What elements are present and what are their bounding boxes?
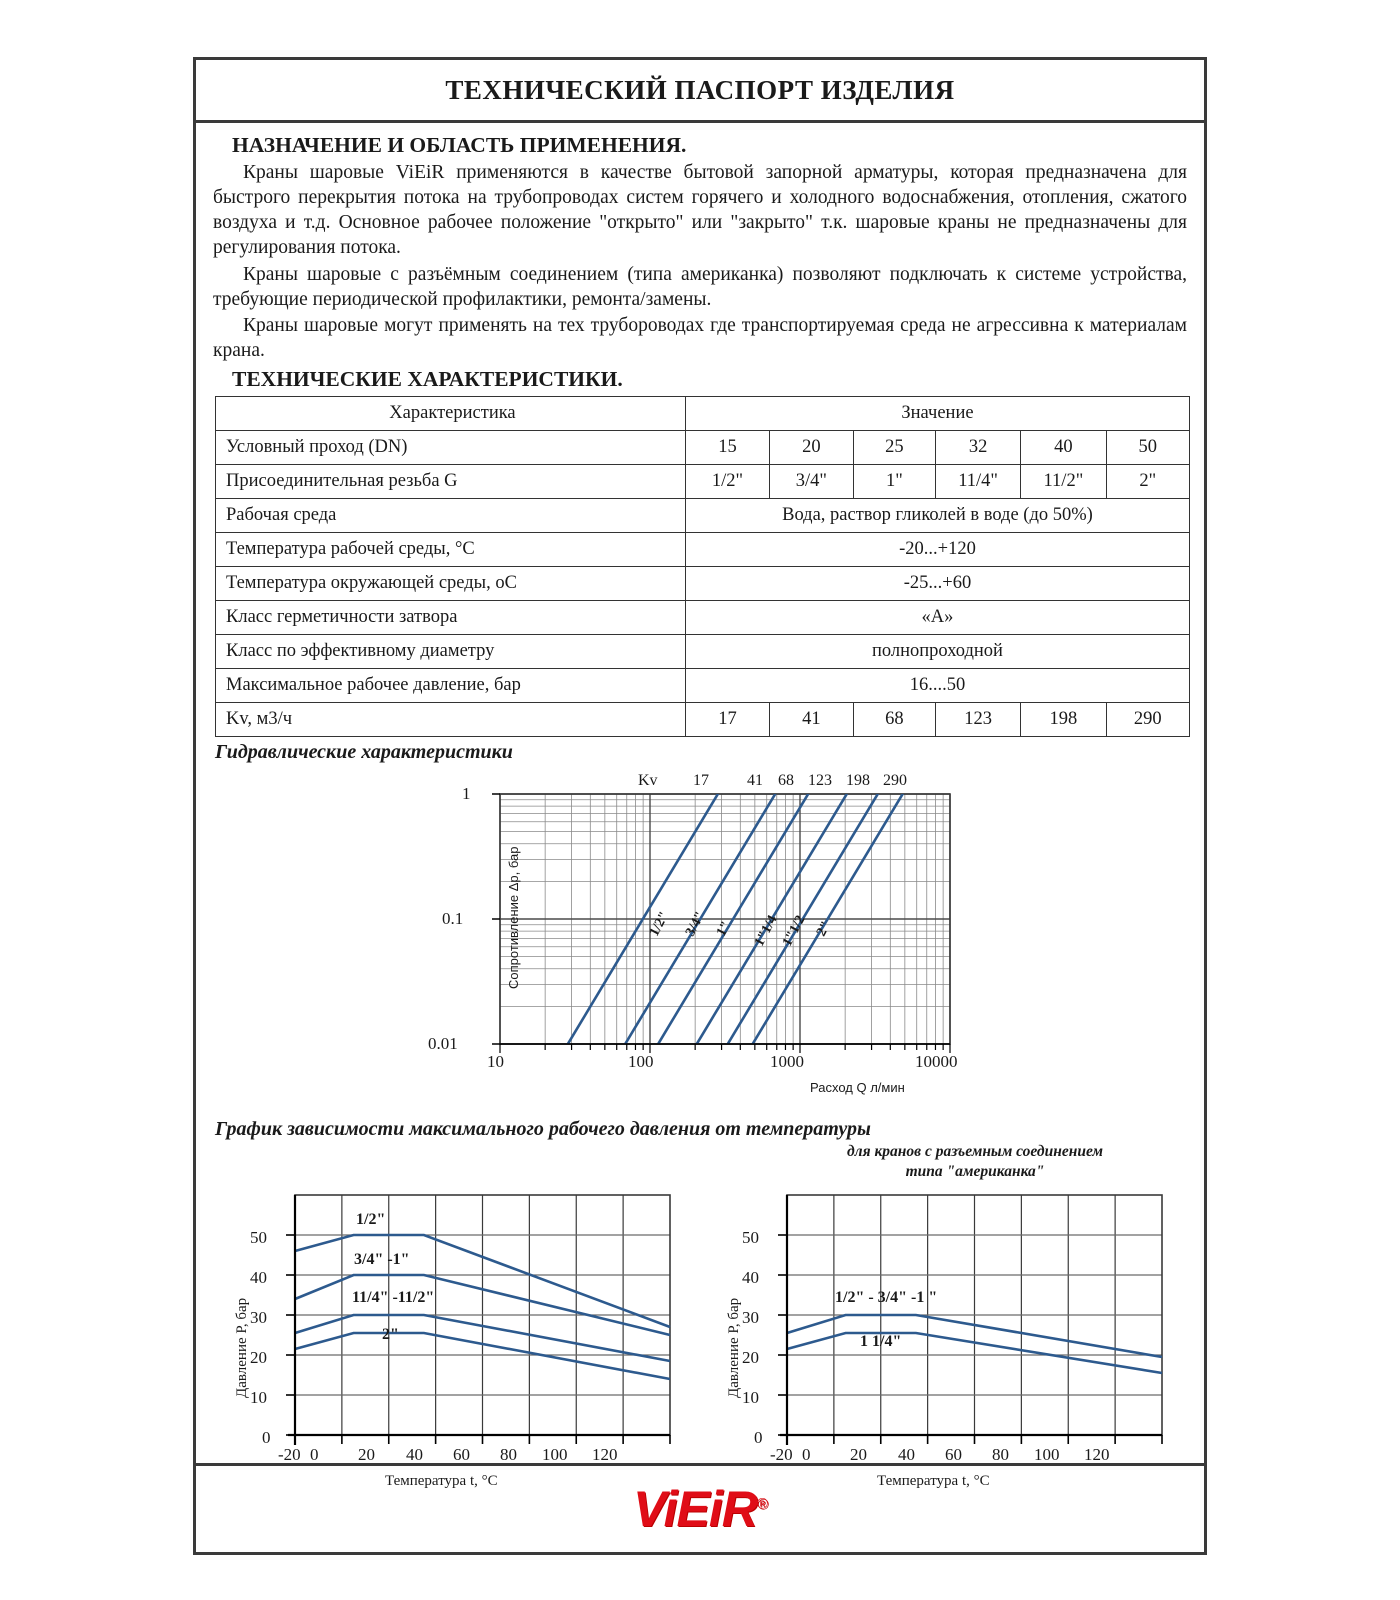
pam-ytick-50: 50 xyxy=(742,1228,759,1248)
table-cell-value: 17 xyxy=(685,703,769,737)
table-row xyxy=(216,533,1190,567)
table-cell-value: -20...+120 xyxy=(685,533,1189,567)
pressure-chart-subtitle-line1: для кранов с разъемным соединением xyxy=(846,1143,1104,1161)
hydraulic-kv-legend-title: Kv xyxy=(638,772,658,790)
pressure-chart-subtitle-line2: типа "американка" xyxy=(905,1163,1045,1181)
table-cell-label: Максимальное рабочее давление, бар xyxy=(216,669,686,703)
table-cell-label: Условный проход (DN) xyxy=(216,431,686,465)
pam-xtick--20: -20 xyxy=(770,1445,793,1465)
table-cell-label: Kv, м3/ч xyxy=(216,703,686,737)
table-cell-value: 2" xyxy=(1106,465,1190,499)
pam-xtick-100: 100 xyxy=(1034,1445,1060,1465)
pam-ytick-30: 30 xyxy=(742,1308,759,1328)
table-cell-value: 25 xyxy=(853,431,935,465)
table-row xyxy=(216,601,1190,635)
hydraulic-xtick-10: 10 xyxy=(487,1052,504,1072)
pam-ytick-0: 0 xyxy=(754,1428,763,1448)
hydraulic-kv-41: 41 xyxy=(747,772,763,790)
table-cell-value: 11/4" xyxy=(935,465,1020,499)
table-cell-value: «А» xyxy=(685,601,1189,635)
pstd-series-label-3: 2" xyxy=(382,1326,399,1344)
table-cell-label: Температура рабочей среды, °С xyxy=(216,533,686,567)
table-cell-label: Рабочая среда xyxy=(216,499,686,533)
pam-ytick-20: 20 xyxy=(742,1348,759,1368)
hydraulic-kv-68: 68 xyxy=(778,772,794,790)
table-cell-value: 32 xyxy=(935,431,1020,465)
hydraulic-xtick-10000: 10000 xyxy=(915,1052,958,1072)
brand-logo-text: ViEiR xyxy=(633,1481,757,1537)
table-cell-value: 16....50 xyxy=(685,669,1189,703)
table-cell-value: 68 xyxy=(853,703,935,737)
table-cell-label: Класс герметичности затвора xyxy=(216,601,686,635)
table-cell-value: 20 xyxy=(769,431,853,465)
brand-logo xyxy=(633,1480,767,1538)
pstd-xtick-60: 60 xyxy=(453,1445,470,1465)
hydraulic-ytick-001: 0.01 xyxy=(428,1034,458,1054)
table-cell-value: 41 xyxy=(769,703,853,737)
pstd-series-label-0: 1/2" xyxy=(356,1211,386,1229)
table-cell-value: 290 xyxy=(1106,703,1190,737)
page-title: ТЕХНИЧЕСКИЙ ПАСПОРТ ИЗДЕЛИЯ xyxy=(445,74,955,105)
hydraulic-kv-198: 198 xyxy=(846,772,870,790)
table-row xyxy=(216,465,1190,499)
pstd-ytick-30: 30 xyxy=(250,1308,267,1328)
hydraulic-series-label-0: 1/2" xyxy=(647,909,673,940)
hydraulic-chart-svg xyxy=(210,764,1190,1114)
table-row xyxy=(216,703,1190,737)
hydraulic-series-label-4: 1"1/2 xyxy=(780,913,809,950)
table-cell-value: 15 xyxy=(685,431,769,465)
table-cell-value: 50 xyxy=(1106,431,1190,465)
pstd-xtick--20: -20 xyxy=(278,1445,301,1465)
hydraulic-kv-17: 17 xyxy=(693,772,709,790)
pam-xtick-120: 120 xyxy=(1084,1445,1110,1465)
table-cell-label: Присоединительная резьба G xyxy=(216,465,686,499)
hydraulic-series-label-2: 1" xyxy=(714,919,735,940)
hydraulic-ytick-01: 0.1 xyxy=(442,909,464,929)
hydraulic-xtick-100: 100 xyxy=(628,1052,654,1072)
pam-xtick-40: 40 xyxy=(898,1445,915,1465)
pstd-ytick-20: 20 xyxy=(250,1348,267,1368)
hydraulic-chart-title: Гидравлические характеристики xyxy=(215,741,513,764)
pstd-xtick-20: 20 xyxy=(358,1445,375,1465)
hydraulic-y-axis-label: Сопротивление Δp, бар xyxy=(506,846,521,990)
footer-logo-band xyxy=(196,1463,1204,1552)
paragraph-3: Краны шаровые могут применять на тех трубороводах где транспортируемая среда не агрессивна к материалам крана. xyxy=(213,314,1187,361)
table-cell-value: 40 xyxy=(1021,431,1106,465)
hydraulic-series-label-5: 2" xyxy=(814,919,835,940)
table-cell-label: Температура окружающей среды, оС xyxy=(216,567,686,601)
pstd-ytick-50: 50 xyxy=(250,1228,267,1248)
hydraulic-series-label-1: 3/4" xyxy=(683,909,709,940)
table-row xyxy=(216,431,1190,465)
table-header-row xyxy=(216,397,1190,431)
table-row xyxy=(216,499,1190,533)
pressure-standard-y-axis-label: Давление Р, бар xyxy=(234,1297,250,1399)
table-header-value: Значение xyxy=(685,397,1189,431)
table-cell-value: 1" xyxy=(853,465,935,499)
pstd-ytick-0: 0 xyxy=(262,1428,271,1448)
hydraulic-xtick-1000: 1000 xyxy=(770,1052,804,1072)
pstd-series-label-2: 11/4" -11/2" xyxy=(352,1289,435,1307)
table-cell-value: 123 xyxy=(935,703,1020,737)
pstd-xtick-100: 100 xyxy=(542,1445,568,1465)
pstd-xtick-80: 80 xyxy=(500,1445,517,1465)
document-page xyxy=(193,57,1207,1555)
hydraulic-kv-123: 123 xyxy=(808,772,832,790)
table-cell-value: Вода, раствор гликолей в воде (до 50%) xyxy=(685,499,1189,533)
pam-ytick-10: 10 xyxy=(742,1388,759,1408)
hydraulic-x-axis-label: Расход Q л/мин xyxy=(810,1080,905,1096)
pressure-chart-title: График зависимости максимального рабочего давления от температуры xyxy=(215,1118,871,1141)
table-cell-label: Класс по эффективному диаметру xyxy=(216,635,686,669)
hydraulic-series-label-3: 1"1/4 xyxy=(752,913,781,950)
table-cell-value: 3/4" xyxy=(769,465,853,499)
document-body xyxy=(196,123,1204,1513)
table-cell-value: 198 xyxy=(1021,703,1106,737)
pstd-xtick-40: 40 xyxy=(406,1445,423,1465)
pstd-ytick-40: 40 xyxy=(250,1268,267,1288)
pressure-standard-x-axis-label: Температура t, °C xyxy=(385,1473,498,1490)
table-cell-value: -25...+60 xyxy=(685,567,1189,601)
table-cell-value: полнопроходной xyxy=(685,635,1189,669)
table-row xyxy=(216,669,1190,703)
pam-xtick-0: 0 xyxy=(802,1445,811,1465)
paragraph-1: Краны шаровые ViEiR применяются в качестве бытовой запорной арматуры, которая предназначена для быстрого перекрытия потока на трубопроводах систем горячего и холодного водоснабжения, отопления, сжатого воздуха и т.д. Основное рабочее положение "открыто" или "закрыто" т.к. шаровые краны не предназначены для регулирования потока. xyxy=(213,162,1187,259)
specifications-table xyxy=(215,396,1190,737)
table-row xyxy=(216,635,1190,669)
pam-xtick-80: 80 xyxy=(992,1445,1009,1465)
table-row xyxy=(216,567,1190,601)
pstd-ytick-10: 10 xyxy=(250,1388,267,1408)
section-heading-purpose: НАЗНАЧЕНИЕ И ОБЛАСТЬ ПРИМЕНЕНИЯ. xyxy=(232,133,687,157)
table-header-characteristic: Характеристика xyxy=(216,397,686,431)
pam-series-label-0: 1/2" - 3/4" -1 " xyxy=(835,1289,938,1307)
pressure-american-y-axis-label: Давление Р, бар xyxy=(726,1297,742,1399)
section-heading-specs: ТЕХНИЧЕСКИЕ ХАРАКТЕРИСТИКИ. xyxy=(232,367,623,392)
hydraulic-chart xyxy=(210,764,1190,1114)
pressure-american-x-axis-label: Температура t, °C xyxy=(877,1473,990,1490)
table-cell-value: 1/2" xyxy=(685,465,769,499)
registered-trademark-icon: ® xyxy=(756,1495,767,1513)
pam-series-label-1: 1 1/4" xyxy=(860,1333,902,1351)
pam-xtick-60: 60 xyxy=(945,1445,962,1465)
title-band xyxy=(196,60,1204,123)
table-cell-value: 11/2" xyxy=(1021,465,1106,499)
hydraulic-ytick-1: 1 xyxy=(462,784,471,804)
pstd-xtick-0: 0 xyxy=(310,1445,319,1465)
pstd-xtick-120: 120 xyxy=(592,1445,618,1465)
pam-xtick-20: 20 xyxy=(850,1445,867,1465)
pam-ytick-40: 40 xyxy=(742,1268,759,1288)
paragraph-2: Краны шаровые с разъёмным соединением (типа американка) позволяют подключать к системе устройства, требующие периодической профилактики, ремонта/замены. xyxy=(213,263,1187,310)
hydraulic-kv-290: 290 xyxy=(883,772,907,790)
pstd-series-label-1: 3/4" -1" xyxy=(354,1251,410,1269)
